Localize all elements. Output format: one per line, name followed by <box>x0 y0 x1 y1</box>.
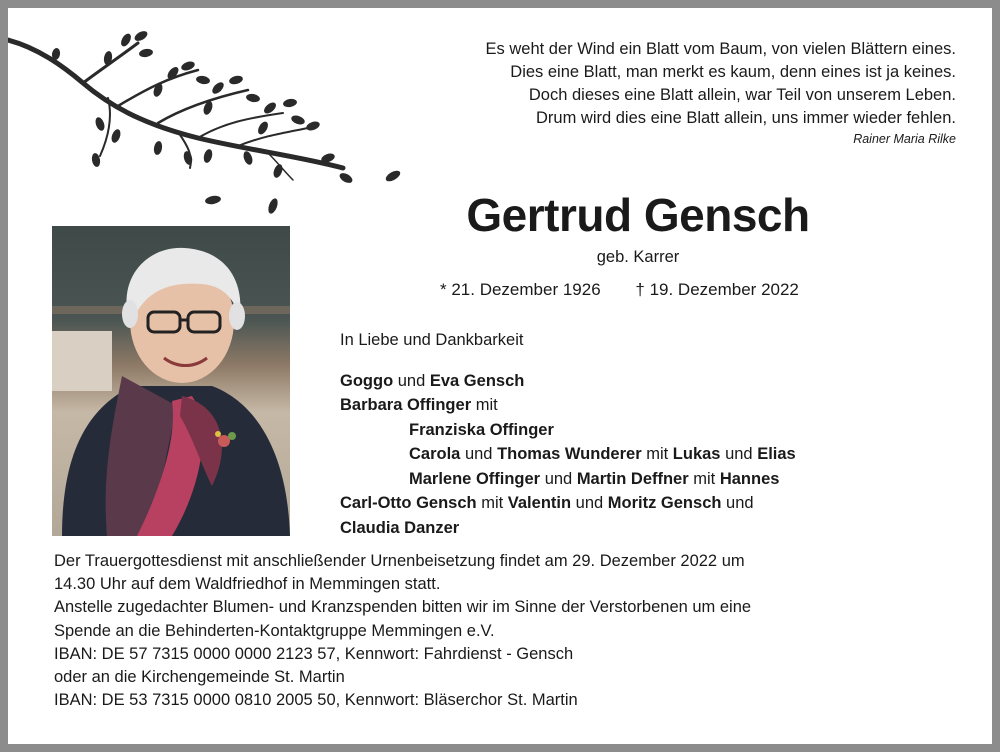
mourner-name: Carola <box>409 445 461 463</box>
mourner-line <box>340 491 796 516</box>
notice-line: Spende an die Behinderten-Kontaktgruppe Memmingen e.V. <box>54 621 495 640</box>
mourner-name: Goggo <box>340 371 394 390</box>
connector-text: mit <box>476 494 508 512</box>
mourner-line <box>340 369 796 394</box>
mourner-name: Barbara Offinger <box>340 396 472 414</box>
mourner-line <box>340 516 796 541</box>
connector-text: und <box>720 445 758 463</box>
mourner-name: Marlene Offinger <box>409 469 541 488</box>
notice-line: oder an die Kirchengemeinde St. Martin <box>54 668 345 687</box>
poem-line: Drum wird dies eine Blatt allein, uns immer wieder fehlen. <box>535 109 956 127</box>
born-name: geb. Karrer <box>596 248 680 266</box>
mourner-name: Eva Gensch <box>429 371 525 390</box>
death-date: † 19. Dezember 2022 <box>635 280 799 299</box>
connector-text: und <box>571 494 608 512</box>
funeral-notice <box>54 550 954 712</box>
connector-text: und <box>721 494 754 512</box>
notice-line: Der Trauergottesdienst mit anschließender Urnenbeisetzung findet am 29. Dezember 2022 um <box>54 552 745 570</box>
connector-text: mit <box>641 445 673 463</box>
mourner-line <box>340 418 796 443</box>
poem <box>356 38 956 148</box>
mourner-lines <box>340 369 796 541</box>
poem-line: Es weht der Wind ein Blatt vom Baum, von vielen Blättern eines. <box>485 40 956 58</box>
connector-text: mit <box>471 396 498 414</box>
portrait-photo <box>52 226 290 536</box>
life-dates <box>440 280 799 300</box>
mourners-list <box>340 328 796 540</box>
mourner-name: Moritz Gensch <box>607 494 722 512</box>
connector-text: und <box>393 371 430 390</box>
notice-line: Anstelle zugedachter Blumen- und Kranzspenden bitten wir im Sinne der Verstorbenen um eine <box>54 598 752 617</box>
mourner-name: Elias <box>757 445 796 463</box>
poem-line: Doch dieses eine Blatt allein, war Teil von unserem Leben. <box>528 86 956 104</box>
mourner-name: Lukas <box>672 445 721 463</box>
mourner-name: Claudia Danzer <box>340 518 460 537</box>
notice-line: 14.30 Uhr auf dem Waldfriedhof in Memmingen statt. <box>54 575 441 594</box>
connector-text: und <box>540 469 577 488</box>
tree-branch-illustration <box>8 28 408 228</box>
mourner-name: Thomas Wunderer <box>497 445 642 463</box>
mourners-intro: In Liebe und Dankbarkeit <box>340 331 524 349</box>
mourner-line <box>340 467 796 492</box>
mourner-line <box>340 442 796 467</box>
mourner-name: Carl-Otto Gensch <box>340 494 477 512</box>
obituary-page <box>8 8 992 744</box>
mourner-name: Franziska Offinger <box>409 420 554 439</box>
iban-line: IBAN: DE 53 7315 0000 0810 2005 50, Kennwort: Bläserchor St. Martin <box>54 691 578 710</box>
connector-text: und <box>460 445 498 463</box>
mourner-name: Valentin <box>507 494 572 512</box>
iban-line: IBAN: DE 57 7315 0000 0000 2123 57, Kennwort: Fahrdienst - Gensch <box>54 644 574 663</box>
poem-author: Rainer Maria Rilke <box>853 132 956 146</box>
mourner-name: Hannes <box>719 469 780 488</box>
mourner-name: Martin Deffner <box>576 469 689 488</box>
mourner-line <box>340 393 796 418</box>
deceased-name: Gertrud Gensch <box>466 189 810 241</box>
poem-line: Dies eine Blatt, man merkt es kaum, denn eines ist ja keines. <box>510 63 956 81</box>
connector-text: mit <box>688 469 720 488</box>
birth-date: * 21. Dezember 1926 <box>440 280 601 299</box>
